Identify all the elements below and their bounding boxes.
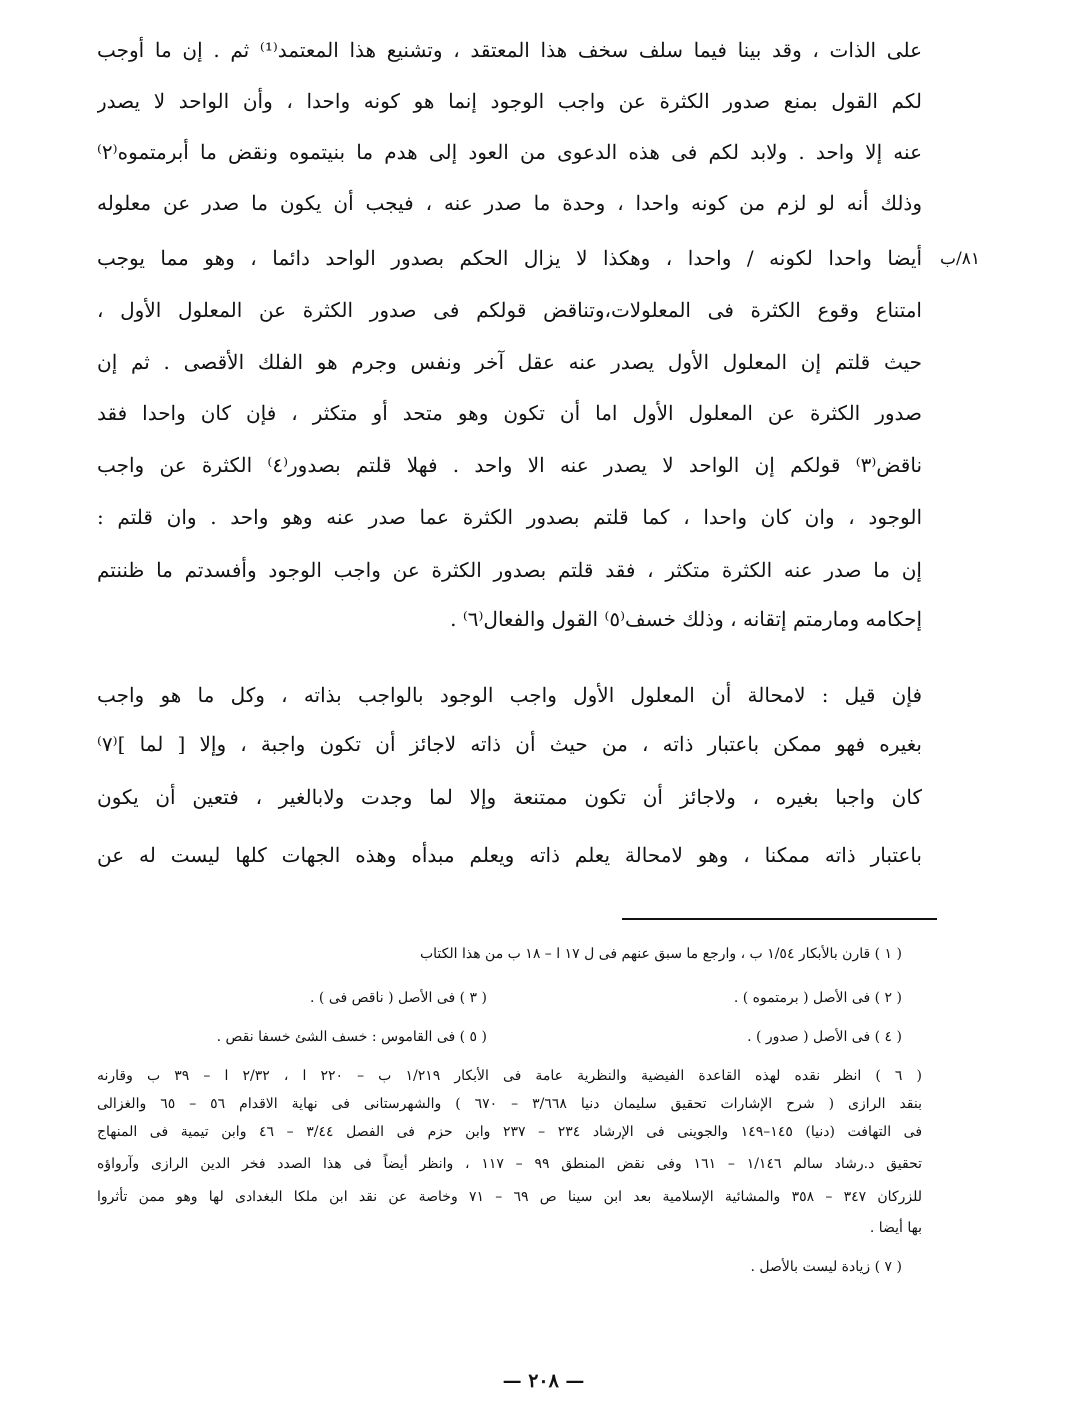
margin-folio-reference: ٨١/ب (940, 249, 980, 269)
footnote-6-line: بها أيضا . (869, 1220, 922, 1236)
text-line: صدور الكثرة عن المعلول الأول اما أن تكون وهو متحد أو متكثر ، فإن كان واحدا فقد (97, 401, 922, 425)
text-line: إن ما صدر عنه الكثرة متكثر ، فقد قلتم بصدور الكثرة عن واجب الوجود وأفسدتم ما ظننتم (97, 558, 922, 582)
footnote-6-line: فى التهافت (دنيا) ١٤٥–١٤٩ والجوينى فى الإرشاد ٢٣٤ – ٢٣٧ وابن حزم فى الفصل ٣/٤٤ – ٤٦ وابن تيمية فى المنهاج (97, 1124, 922, 1140)
text-line: فإن قيل : لامحالة أن المعلول الأول واجب الوجود بالواجب بذاته ، وكل ما هو واجب (97, 683, 922, 707)
text-line: باعتبار ذاته ممكنا ، وهو لامحالة يعلم ذاته ويعلم مبدأه وهذه الجهات كلها ليست له عن (97, 843, 922, 867)
footnote-separator (622, 918, 937, 920)
text-line: لكم القول بمنع صدور الكثرة عن واجب الوجود إنما هو كونه واحدا ، وأن الواحد لا يصدر (97, 89, 922, 113)
text-line: إحكامه ومارمتم إتقانه ، وذلك خسف⁽٥⁾ القول والفعال⁽٦⁾ . (450, 607, 922, 631)
footnote-1: ( ١ ) قارن بالأبكار ١/٥٤ ب ، وارجع ما سبق عنهم فى ل ١٧ ا – ١٨ ب من هذا الكتاب (419, 946, 902, 962)
text-line: على الذات ، وقد بينا فيما سلف سخف هذا المعتقد ، وتشنيع هذا المعتمد⁽¹⁾ ثم . إن ما أوجب (97, 38, 922, 62)
footnote-3: ( ٣ ) فى الأصل ( ناقص فى ) . (310, 990, 487, 1006)
footnote-6-line: تحقيق د.رشاد سالم ١/١٤٦ – ١٦١ وفى نقض المنطق ٩٩ – ١١٧ ، وانظر أيضاً فى هذا الصدد فخر الدين الرازى وآرواؤه (97, 1156, 922, 1172)
text-line: بغيره فهو ممكن باعتبار ذاته ، من حيث أن ذاته لاجائز أن تكون واجبة ، وإلا [ لما ]⁽٧⁾ (97, 732, 922, 756)
text-line: كان واجبا بغيره ، ولاجائز أن تكون ممتنعة وإلا لما وجدت ولابالغير ، فتعين أن يكون (97, 785, 922, 809)
footnote-6-line: ( ٦ ) انظر نقده لهذه القاعدة الفيضية والنظرية عامة فى الأبكار ١/٢١٩ ب – ٢٢٠ ا ، ٢/٣٢ ا – ٣٩ ب وقارنه (97, 1068, 922, 1084)
footnote-7: ( ٧ ) زيادة ليست بالأصل . (750, 1259, 902, 1275)
page-number: — ٢٠٨ — (502, 1370, 585, 1392)
text-line: عنه إلا واحد . ولابد لكم فى هذه الدعوى من العود إلى هدم ما بنيتموه ونقض ما أبرمتموه⁽٢⁾ (97, 140, 922, 164)
footnote-4: ( ٤ ) فى الأصل ( صدور ) . (747, 1029, 902, 1045)
text-line: الوجود ، وان كان واحدا ، كما قلتم بصدور الكثرة عما صدر عنه وهو واحد . وان قلتم : (97, 505, 922, 529)
text-line: ناقض⁽٣⁾ قولكم إن الواحد لا يصدر عنه الا واحد . فهلا قلتم بصدور⁽٤⁾ الكثرة عن واجب (97, 453, 922, 477)
text-line: أيضا واحدا لكونه / واحدا ، وهكذا لا يزال الحكم بصدور الواحد دائما ، وهو مما يوجب (97, 246, 922, 270)
footnote-6-line: بنقد الرازى ( شرح الإشارات تحقيق سليمان دنيا ٣/٦٦٨ – ٦٧٠ ) والشهرستانى فى نهاية الاقدام ٥٦ – ٦٥ والغزالى (97, 1096, 922, 1112)
text-line: حيث قلتم إن المعلول الأول يصدر عنه عقل آخر ونفس وجرم هو الفلك الأقصى . ثم إن (97, 350, 922, 374)
text-line: وذلك أنه لو لزم من كونه واحدا ، وحدة ما صدر عنه ، فيجب أن يكون ما صدر عن معلوله (97, 191, 922, 215)
footnote-6-line: للزركان ٣٤٧ – ٣٥٨ والمشائية الإسلامية بعد ابن سينا ص ٦٩ – ٧١ وخاصة عن نقد ابن ملكا البغدادى لها وهو ممن تأثروا (97, 1189, 922, 1205)
footnote-2: ( ٢ ) فى الأصل ( برمتموه ) . (733, 990, 902, 1006)
text-line: امتناع وقوع الكثرة فى المعلولات،وتناقض قولكم فى صدور الكثرة عن المعلول الأول ، (97, 298, 922, 322)
footnote-5: ( ٥ ) فى القاموس : خسف الشئ خسفا نقص . (216, 1029, 487, 1045)
